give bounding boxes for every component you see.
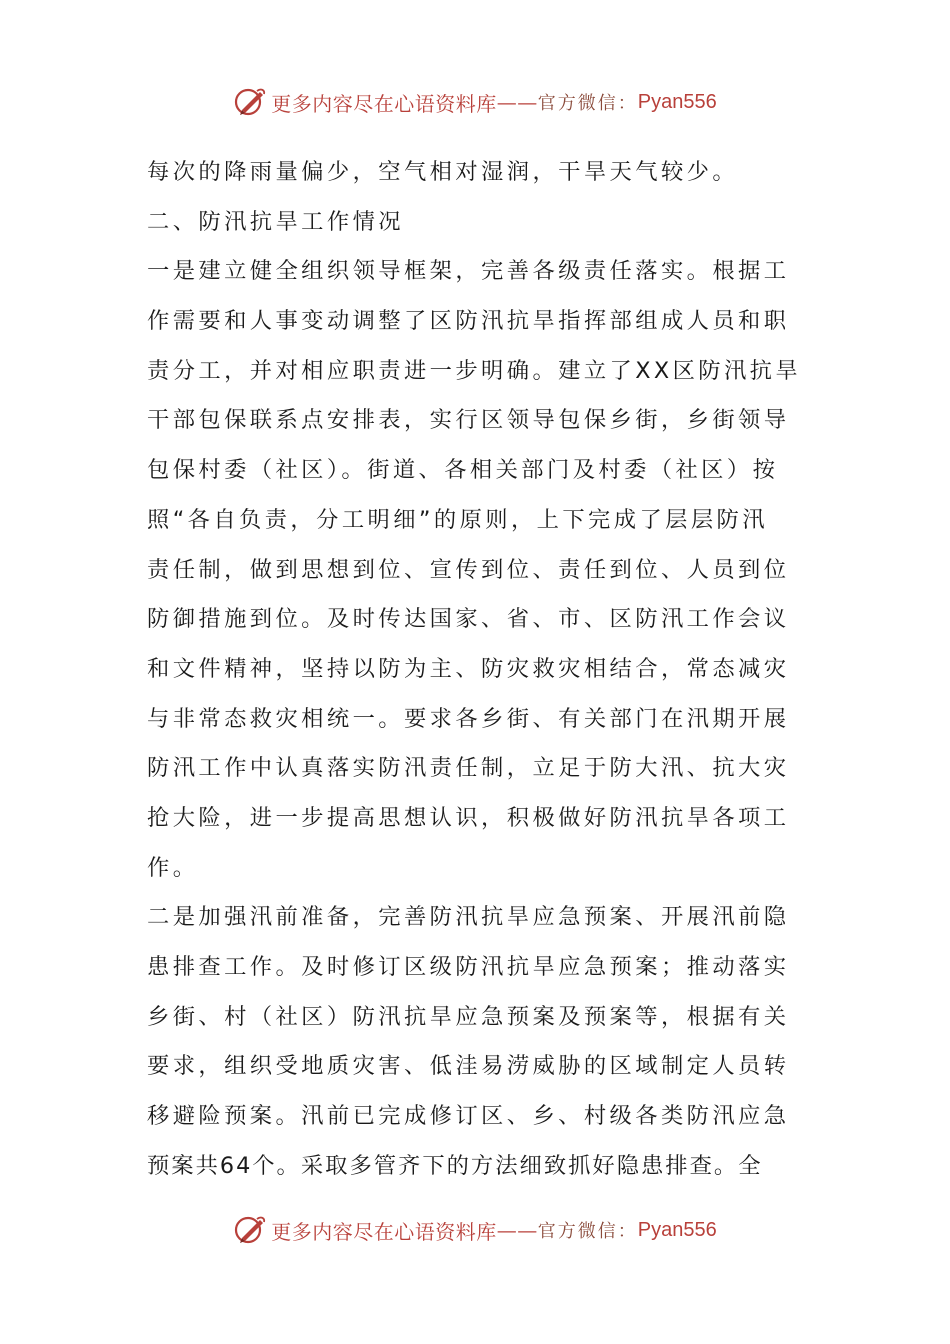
body-line: 二是加强汛前准备，完善防汛抗旱应急预案、开展汛前隐 (147, 904, 790, 931)
body-line: 抢大险，进一步提高思想认识，积极做好防汛抗旱各项工 (147, 804, 790, 831)
footer-wechat-id: Pyan556 (637, 1218, 717, 1241)
header-watermark (0, 82, 950, 122)
header-separator: —— (496, 90, 538, 114)
footer-watermark (0, 1210, 950, 1250)
body-line: 责分工，并对相应职责进一步明确。建立了XX区防汛抗旱 (147, 357, 802, 384)
body-line: 责任制，做到思想到位、宣传到位、责任到位、人员到位 (147, 556, 790, 583)
body-line: 作。 (147, 854, 199, 881)
body-line: 照“各自负责，分工明细”的原则，上下完成了层层防汛 (147, 506, 768, 533)
body-line: 防汛工作中认真落实防汛责任制，立足于防大汛、抗大灾 (147, 755, 790, 782)
header-wechat-id: Pyan556 (637, 90, 717, 113)
body-line: 和文件精神，坚持以防为主、防灾救灾相结合，常态减灾 (147, 655, 790, 682)
footer-site-text: 更多内容尽在心语资料库 (271, 1219, 497, 1244)
body-line: 预案共64个。采取多管齐下的方法细致抓好隐患排查。全 (147, 1152, 763, 1179)
body-line: 要求，组织受地质灾害、低洼易涝威胁的区域制定人员转 (147, 1053, 790, 1080)
body-line: 移避险预案。汛前已完成修订区、乡、村级各类防汛应急 (147, 1103, 790, 1130)
footer-wechat-label: 官方微信： (537, 1221, 638, 1242)
body-line: 作需要和人事变动调整了区防汛抗旱指挥部组成人员和职 (147, 308, 790, 335)
pen-logo-icon (233, 85, 267, 119)
section-heading: 二、防汛抗旱工作情况 (147, 208, 404, 235)
body-line: 一是建立健全组织领导框架，完善各级责任落实。根据工 (147, 258, 790, 285)
body-line: 与非常态救灾相统一。要求各乡街、有关部门在汛期开展 (147, 705, 790, 732)
document-body (147, 148, 807, 1191)
footer-separator: —— (496, 1218, 538, 1242)
header-wechat-label: 官方微信： (537, 93, 638, 114)
body-line: 患排查工作。及时修订区级防汛抗旱应急预案；推动落实 (147, 954, 790, 980)
body-line: 干部包保联系点安排表，实行区领导包保乡街，乡街领导 (147, 407, 790, 434)
body-line: 防御措施到位。及时传达国家、省、市、区防汛工作会议 (147, 606, 790, 633)
body-line: 每次的降雨量偏少，空气相对湿润，干旱天气较少。 (147, 159, 739, 185)
body-line: 乡街、村（社区）防汛抗旱应急预案及预案等，根据有关 (147, 1003, 790, 1030)
pen-logo-icon (233, 1213, 267, 1247)
body-line: 包保村委（社区）。街道、各相关部门及村委（社区）按 (147, 457, 779, 484)
header-site-text: 更多内容尽在心语资料库 (271, 91, 497, 116)
